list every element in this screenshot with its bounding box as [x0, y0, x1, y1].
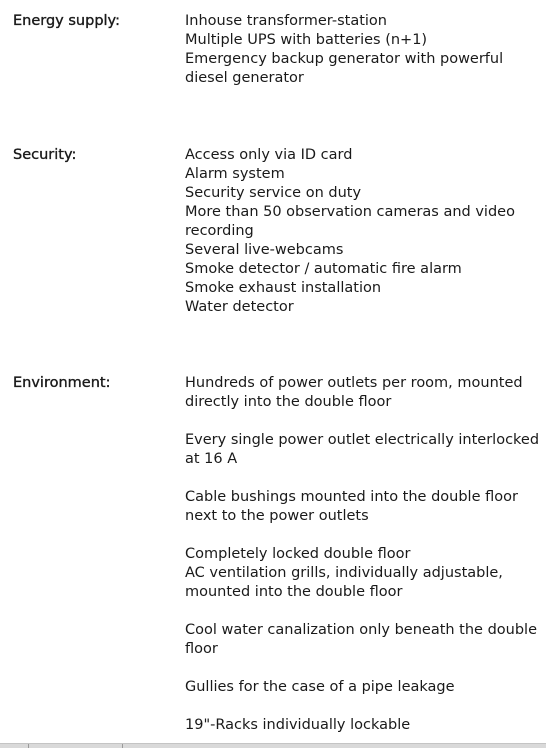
environment-item: Completely locked double floor	[185, 546, 411, 562]
environment-item: Gullies for the case of a pipe leakage	[185, 679, 455, 695]
environment-item: 19"-Racks individually lockable	[185, 717, 411, 733]
energy-item: Multiple UPS with batteries (n+1)	[185, 32, 428, 48]
security-item: More than 50 observation cameras and video recording	[185, 204, 515, 239]
environment-list	[185, 374, 543, 754]
security-item: Smoke exhaust installation	[185, 280, 382, 296]
security-item: Security service on duty	[185, 185, 362, 201]
security-item: Several live-webcams	[185, 242, 344, 258]
environment-item: Every single power outlet electrically interlocked at 16 A	[185, 432, 540, 467]
bottom-edge-bar	[0, 743, 546, 748]
environment-item: Cool water canalization only beneath the double floor	[185, 622, 538, 657]
security-item: Water detector	[185, 299, 294, 315]
security-item: Alarm system	[185, 166, 285, 182]
security-list	[185, 146, 543, 317]
security-label: Security:	[13, 147, 77, 163]
environment-label: Environment:	[13, 375, 111, 391]
energy-item: Inhouse transformer-station	[185, 13, 387, 29]
security-item: Smoke detector / automatic fire alarm	[185, 261, 462, 277]
energy-supply-list	[185, 12, 543, 88]
environment-item: Cable bushings mounted into the double floor next to the power outlets	[185, 489, 518, 524]
energy-supply-label: Energy supply:	[13, 13, 120, 29]
environment-item: Hundreds of power outlets per room, mounted directly into the double floor	[185, 375, 523, 410]
divider-tick	[28, 744, 29, 748]
divider-tick	[122, 744, 123, 748]
security-item: Access only via ID card	[185, 147, 353, 163]
environment-item: AC ventilation grills, individually adjustable, mounted into the double floor	[185, 565, 503, 600]
energy-item: Emergency backup generator with powerful diesel generator	[185, 51, 504, 86]
